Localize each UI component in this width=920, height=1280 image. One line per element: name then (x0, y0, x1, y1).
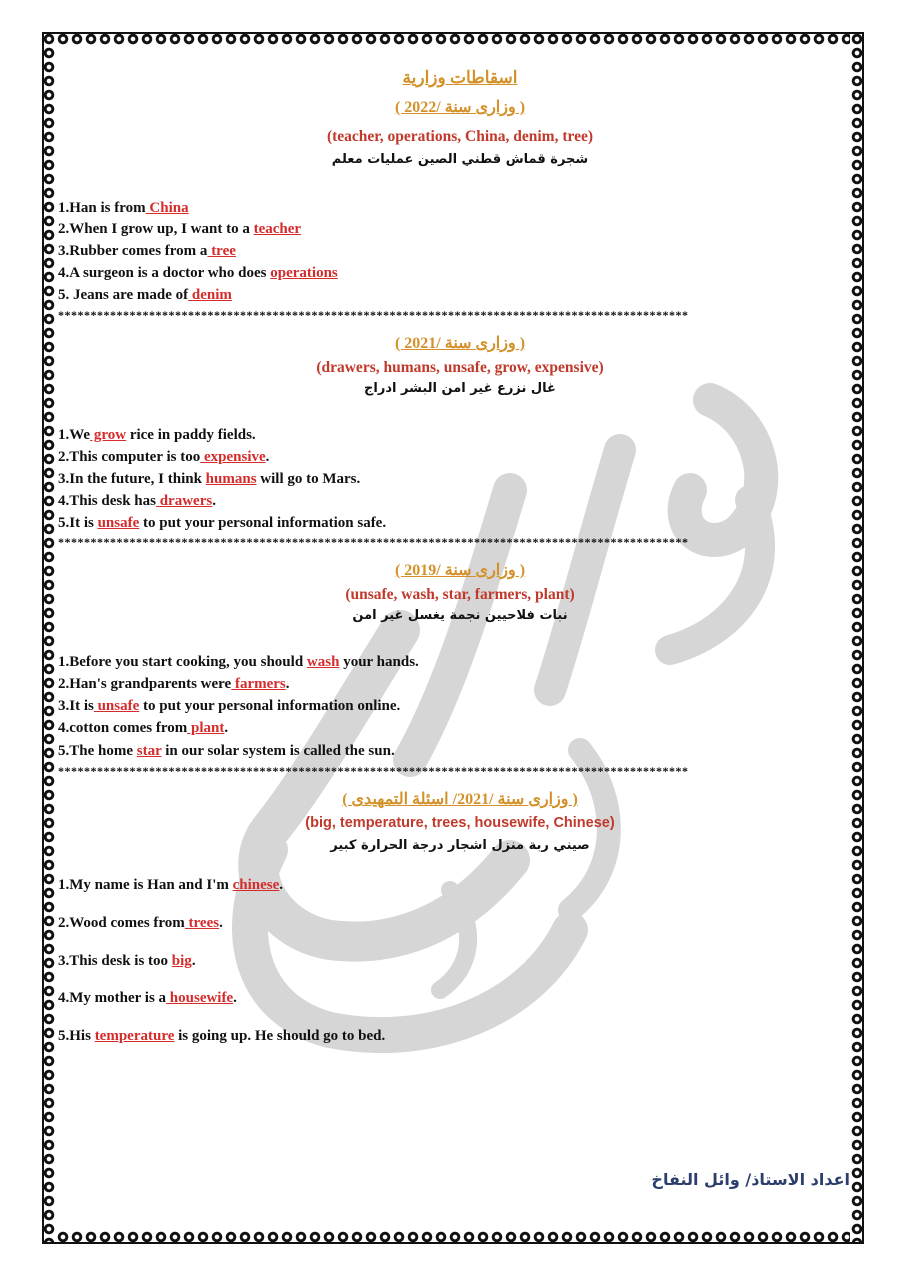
question-2022-1: 1.Han is from China (58, 200, 189, 216)
section-2021-prep-meanings: صيني ربة منزل اشجار درجة الحرارة كبير (330, 838, 590, 853)
answer: unsafe (93, 698, 140, 714)
question-2022-2: 2.When I grow up, I want to a teacher (58, 221, 302, 237)
question-prep-4: 4.My mother is a housewife. (58, 990, 237, 1006)
answer: drawers (155, 493, 213, 509)
question-2019-4: 4.cotton comes from plant. (58, 720, 229, 736)
section-2019-title: ( وزارى سنة /2019 ) (394, 562, 526, 579)
answer: wash (306, 654, 340, 670)
question-2021-4: 4.This desk has drawers. (58, 493, 216, 509)
section-2022-title: ( وزارى سنة /2022 ) (394, 99, 526, 116)
section-2022-word-bank: (teacher, operations, China, denim, tree) (326, 128, 594, 145)
answer: star (136, 743, 162, 759)
section-2022-meanings: شجرة قماش قطني الصين عمليات معلم (331, 152, 589, 167)
answer: chinese (232, 877, 280, 893)
answer: plant (187, 720, 225, 736)
answer: operations (270, 265, 338, 281)
answer: temperature (94, 1028, 175, 1044)
author-credit: اعداد الاستاذ/ وائل النفاخ (651, 1170, 850, 1189)
question-2022-5: 5. Jeans are made of denim (58, 287, 232, 303)
answer: grow (90, 427, 127, 443)
page-title: اسقاطات وزارية (402, 68, 518, 87)
question-2019-1: 1.Before you start cooking, you should wash your hands. (58, 654, 419, 670)
answer: big (171, 953, 192, 969)
question-2019-2: 2.Han's grandparents were farmers. (58, 676, 290, 692)
question-2021-5: 5.It is unsafe to put your personal information safe. (58, 515, 387, 531)
question-2019-5: 5.The home star in our solar system is called the sun. (58, 743, 395, 759)
section-2021-prep-word-bank: (big, temperature, trees, housewife, Chinese) (305, 815, 615, 831)
question-prep-2: 2.Wood comes from trees. (58, 915, 223, 931)
separator-line: ************************************************************************************************* (58, 308, 689, 322)
section-2021-meanings: غال نزرع غير امن البشر ادراج (364, 381, 556, 396)
question-2022-4: 4.A surgeon is a doctor who does operations (58, 265, 338, 281)
section-2021-prep-title: ( وزارى سنة /2021/ اسئلة التمهيدى ) (342, 791, 578, 808)
answer: humans (205, 471, 257, 487)
question-2022-3: 3.Rubber comes from a tree (58, 243, 236, 259)
section-2021-word-bank: (drawers, humans, unsafe, grow, expensive) (316, 359, 604, 376)
answer: tree (207, 243, 236, 259)
answer: teacher (253, 221, 302, 237)
question-2021-2: 2.This computer is too expensive. (58, 449, 270, 465)
separator-line: ************************************************************************************************* (58, 764, 689, 778)
question-prep-1: 1.My name is Han and I'm chinese. (58, 877, 284, 893)
answer: denim (188, 287, 232, 303)
section-2021-title: ( وزارى سنة /2021 ) (394, 335, 526, 352)
question-2021-1: 1.We grow rice in paddy fields. (58, 427, 256, 443)
answer: unsafe (97, 515, 140, 531)
answer: housewife (166, 990, 234, 1006)
answer: trees (184, 915, 220, 931)
question-prep-5: 5.His temperature is going up. He should go to bed. (58, 1028, 386, 1044)
answer: farmers (231, 676, 286, 692)
answer: expensive (200, 449, 266, 465)
answer: China (145, 200, 189, 216)
separator-line: ************************************************************************************************* (58, 535, 689, 549)
section-2019-meanings: نبات فلاحيين نجمة يغسل غير امن (352, 608, 568, 623)
section-2019-word-bank: (unsafe, wash, star, farmers, plant) (345, 586, 575, 603)
question-2019-3: 3.It is unsafe to put your personal information online. (58, 698, 401, 714)
question-prep-3: 3.This desk is too big. (58, 953, 196, 969)
question-2021-3: 3.In the future, I think humans will go to Mars. (58, 471, 361, 487)
